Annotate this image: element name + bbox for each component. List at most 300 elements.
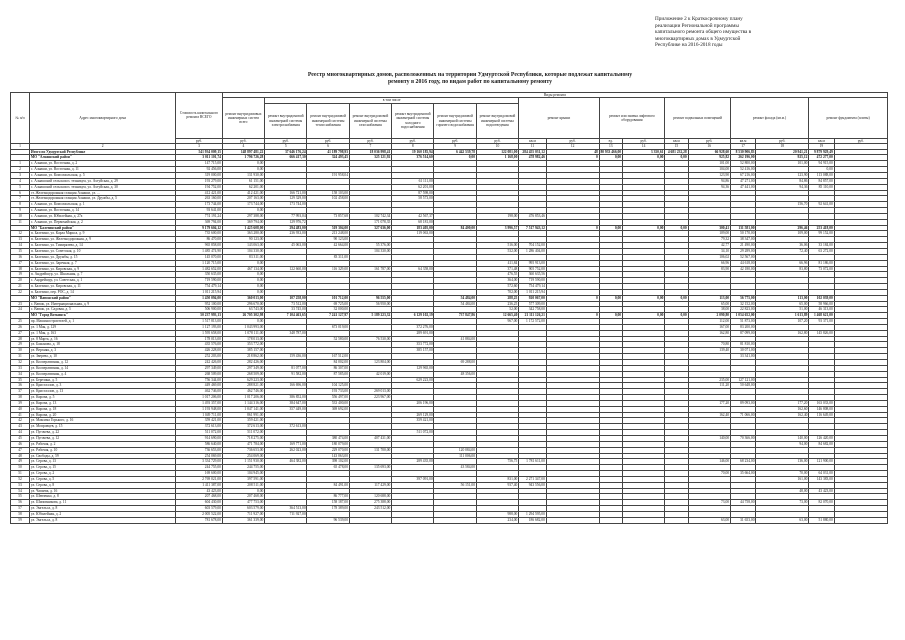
value-cell: 234,00 <box>476 517 518 523</box>
value-cell: 925,12 <box>756 155 809 161</box>
value-cell: 32 000,00 <box>307 307 349 313</box>
value-cell: 9 879 929,49 <box>809 149 834 155</box>
row-address: ул. Пугачева, д. 22 <box>30 430 176 436</box>
value-cell: 2 090,80 <box>688 313 730 319</box>
value-cell: 1 294 595,00 <box>519 511 547 517</box>
value-cell: 411,84 <box>476 260 518 266</box>
value-cell: 131 581,00 <box>730 225 755 231</box>
value-cell: 297 388,00 <box>222 213 264 219</box>
value-cell: 140,00 <box>756 435 809 441</box>
value-cell: 282 426,00 <box>222 360 264 366</box>
value-cell: 93 371,00 <box>809 319 834 325</box>
col-number: 18 <box>756 144 809 149</box>
value-cell: 85 110,00 <box>809 184 834 190</box>
header-gas: ремонт внутридомовой инженерной системы газоснабжения <box>349 103 391 138</box>
value-cell: 84 400,00 <box>434 225 476 231</box>
value-cell: 1 168,00 <box>476 155 518 161</box>
row-number: 12 <box>11 231 30 237</box>
value-cell: 33 184,00 <box>809 243 834 249</box>
value-cell: 135 693,00 <box>349 465 391 471</box>
value-cell: 364,00 <box>476 278 518 284</box>
value-cell <box>349 517 391 523</box>
value-cell: 385 157,00 <box>222 348 264 354</box>
value-cell: 1 144 316,00 <box>222 400 264 406</box>
value-cell: 38 347,00 <box>730 237 755 243</box>
value-cell: 56 775,00 <box>730 295 755 301</box>
value-cell: 369 794,00 <box>176 219 223 225</box>
appendix-line: Республике на 2016-2018 годы <box>655 42 723 49</box>
value-cell: 44 618,00 <box>730 260 755 266</box>
value-cell: 21 490,00 <box>730 243 755 249</box>
value-cell: 269 013,00 <box>349 389 391 395</box>
row-address: п. Балезино, ул. Тимирязева, д. 14 <box>30 243 176 249</box>
value-cell: 1 151 930,00 <box>222 459 264 465</box>
value-cell: 101,00 <box>756 161 809 167</box>
row-number: 59 <box>11 517 30 523</box>
value-cell: 12 665,40 <box>476 313 518 319</box>
row-number: 41 <box>11 412 30 418</box>
value-cell: 369 794,00 <box>222 219 264 225</box>
value-cell: 161 787,00 <box>349 266 391 272</box>
value-cell: 64 358,00 <box>392 266 434 272</box>
row-address: ул. Шиповникова, д. 11 <box>30 500 176 506</box>
value-cell: 56 950,00 <box>349 301 391 307</box>
value-cell: 952 100,00 <box>176 301 223 307</box>
row-address: ул. Максима Горького, д. 16 <box>30 418 176 424</box>
appendix-line: Приложение 2 к Краткосрочному плану <box>655 16 743 22</box>
value-cell: 33 341,00 <box>730 354 755 360</box>
value-cell: 46 313,00 <box>809 307 834 313</box>
value-cell: 73,00 <box>756 500 809 506</box>
value-cell: 254 069,00 <box>176 453 223 459</box>
value-cell: 478 982,46 <box>519 155 547 161</box>
row-number: 24 <box>11 307 30 313</box>
value-cell: 104 945,00 <box>222 471 264 477</box>
value-cell: 127 121,00 <box>730 377 755 383</box>
value-cell: 21 111 126,21 <box>519 313 547 319</box>
value-cell: 52 580,00 <box>307 336 349 342</box>
row-number: 58 <box>11 511 30 517</box>
value-cell: 122 081,00 <box>476 149 518 155</box>
value-cell: 194 752,00 <box>176 184 223 190</box>
row-number: 8 <box>11 202 30 208</box>
value-cell: 104,00 <box>688 167 730 173</box>
row-number: 17 <box>11 260 30 266</box>
value-cell: 319 000,00 <box>176 173 223 179</box>
value-cell: 506 900,00 <box>176 307 223 313</box>
header-roof: ремонт крыши <box>519 98 599 138</box>
value-cell: 1 781 611,00 <box>519 459 547 465</box>
value-cell: 41 884,00 <box>434 336 476 342</box>
value-cell: 756,75 <box>476 459 518 465</box>
unit-cell: руб. <box>392 138 434 143</box>
value-cell: 296,46 <box>756 225 809 231</box>
col-number: 8 <box>392 144 434 149</box>
value-cell: 0,00 <box>599 295 622 301</box>
header-address: Адрес многоквартирного дома <box>30 93 176 144</box>
value-cell: 603 579,00 <box>222 506 264 512</box>
value-cell: 920 067,00 <box>519 295 547 301</box>
value-cell: 101 712,00 <box>307 295 349 301</box>
value-cell: 129 976,72 <box>265 219 307 225</box>
value-cell: 207 468,00 <box>222 494 264 500</box>
value-cell: 702,00 <box>476 289 518 295</box>
value-cell: 244 755,00 <box>176 465 223 471</box>
col-number: 14 <box>622 144 664 149</box>
col-number: 4 <box>222 144 264 149</box>
row-address: ул. Кооперативная, д. 12 <box>30 360 176 366</box>
value-cell: 120 688,00 <box>349 494 391 500</box>
value-cell: 511 072,00 <box>176 430 223 436</box>
value-cell: 268 509,00 <box>222 371 264 377</box>
row-address: с. Алнаши, ул. Комсомольская, д. 1 <box>30 202 176 208</box>
value-cell: 243 512,00 <box>349 506 391 512</box>
value-cell: 236 933,00 <box>265 231 307 237</box>
value-cell: 1 011 215,94 <box>519 289 547 295</box>
value-cell: 0,00 <box>599 225 622 231</box>
value-cell: 386 852,00 <box>265 395 307 401</box>
value-cell: 102 039,00 <box>809 295 834 301</box>
value-cell: 711 927,00 <box>265 511 307 517</box>
value-cell: 0,00 <box>622 295 664 301</box>
row-address: п. Балезино, ул. Советская, д. 10 <box>30 248 176 254</box>
col-number: 11 <box>519 144 547 149</box>
value-cell: 42 567,37 <box>392 213 434 219</box>
value-cell: 1 613,89 <box>756 313 809 319</box>
value-cell: 0,00 <box>665 313 688 319</box>
value-cell: 0,00 <box>665 225 688 231</box>
value-cell: 754 479,14 <box>176 284 223 290</box>
value-cell: 244 755,00 <box>222 465 264 471</box>
value-cell: 718 275,00 <box>222 435 264 441</box>
value-cell: 533 400,00 <box>307 400 349 406</box>
row-address: ул. Верхняя, д. 3 <box>30 348 176 354</box>
value-cell: 107,20 <box>756 319 809 325</box>
value-cell: 79,32 <box>688 237 730 243</box>
value-cell: 166 721,00 <box>265 190 307 196</box>
value-cell: 42,77 <box>688 243 730 249</box>
col-number: 19 <box>809 144 834 149</box>
row-number: 29 <box>11 342 30 348</box>
value-cell: 397 591,00 <box>222 476 264 482</box>
row-address: ул. Серова, д. 13 <box>30 459 176 465</box>
unit-cell: руб. <box>349 138 391 143</box>
value-cell: 76 530,00 <box>349 336 391 342</box>
value-cell: 0,00 <box>599 313 622 319</box>
value-cell: 48,00 <box>756 488 809 494</box>
row-address: ул. Юбилейная, д. 2 <box>30 511 176 517</box>
col-number: 15 <box>665 144 688 149</box>
value-cell: 477 753,00 <box>222 500 264 506</box>
row-number: 22 <box>11 289 30 295</box>
value-cell: 327 636,00 <box>349 225 391 231</box>
value-cell: 7 241 127,97 <box>307 313 349 319</box>
row-address: с. Алнашский сельскохоз. техникум, ул. Ахтуйская, д. 29 <box>30 178 176 184</box>
unit-cell: руб. <box>222 138 264 143</box>
header-in-that-number: в том числе <box>265 98 519 103</box>
value-cell: 1 411 387,00 <box>176 482 223 488</box>
value-cell: 577 309,00 <box>519 301 547 307</box>
row-number: 9 <box>11 208 30 214</box>
value-cell: 31 653,00 <box>730 517 755 523</box>
value-cell: 629 223,00 <box>392 377 434 383</box>
header-num: № п/п <box>11 93 30 144</box>
row-address: с. Алнаши, ул. Восточная, д. 14 <box>30 208 176 214</box>
value-cell: 129 965,00 <box>392 365 434 371</box>
value-cell: 462 746,00 <box>222 389 264 395</box>
value-cell: 380 474,00 <box>307 435 349 441</box>
value-cell: 77 993,04 <box>265 213 307 219</box>
value-cell: 398 102,00 <box>307 459 349 465</box>
value-cell: 360 635,56 <box>519 272 547 278</box>
row-number: 21 <box>11 284 30 290</box>
appendix-line: капитального ремонта общего имущества в <box>655 29 752 36</box>
value-cell: 117 429,00 <box>349 482 391 488</box>
unit-cell: ед. <box>599 138 622 143</box>
value-cell: 54 484,00 <box>434 295 476 301</box>
value-cell: 289 435,00 <box>392 459 434 465</box>
value-cell: 0,00 <box>222 167 264 173</box>
value-cell: 350 635,00 <box>176 272 223 278</box>
row-number: 10 <box>11 213 30 219</box>
row-address: с. Вавож, ул. Интернациональная, д. 9 <box>30 301 176 307</box>
row-number: 28 <box>11 336 30 342</box>
value-cell: 70,00 <box>688 471 730 477</box>
value-cell: 325 121,92 <box>349 155 391 161</box>
value-cell: 519 304,00 <box>307 225 349 231</box>
value-cell: 35 664,00 <box>730 471 755 477</box>
value-cell: 136,00 <box>756 459 809 465</box>
value-cell: 29 289,00 <box>730 248 755 254</box>
row-number: 5 <box>11 184 30 190</box>
value-cell: 1 595 658,00 <box>176 330 223 336</box>
value-cell: 342 758,00 <box>519 307 547 313</box>
value-cell: 666 417,30 <box>265 155 307 161</box>
value-cell: 178 013,00 <box>176 336 223 342</box>
appendix-note <box>655 16 875 49</box>
value-cell <box>599 517 622 523</box>
row-number: 32 <box>11 360 30 366</box>
row-number: 45 <box>11 435 30 441</box>
header-elevator: ремонт или замена лифтового оборудования <box>599 98 665 138</box>
value-cell: 1 127 193,00 <box>176 324 223 330</box>
header-electro: ремонт внутридомовой инженерной системы электроснабжения <box>265 103 307 138</box>
value-cell: 556 497,00 <box>307 395 349 401</box>
value-cell: 300,41 <box>688 225 730 231</box>
unit-cell: руб. <box>834 138 887 143</box>
row-address: ул. 8 Марта, д. 16 <box>30 336 176 342</box>
value-cell: 52 567,00 <box>730 254 755 260</box>
value-cell: 269 129,00 <box>392 412 434 418</box>
value-cell: 104 125,00 <box>307 383 349 389</box>
row-address: ул. Чапаева, д. 16 <box>30 488 176 494</box>
value-cell: 44 758,00 <box>730 500 755 506</box>
row-number: 52 <box>11 476 30 482</box>
value-cell: 1 482 652,00 <box>176 266 223 272</box>
header-engineering: ремонт внутридомовых инженерных систем всего <box>222 98 264 138</box>
row-number: 11 <box>11 219 30 225</box>
row-number: 15 <box>11 248 30 254</box>
value-cell: 471 784,00 <box>222 441 264 447</box>
value-cell: 51 873,00 <box>730 319 755 325</box>
document-title <box>140 72 800 86</box>
value-cell: 0,00 <box>622 225 664 231</box>
value-cell: 162,40 <box>756 412 809 418</box>
value-cell: 0,00 <box>665 155 688 161</box>
row-number: 18 <box>11 266 30 272</box>
value-cell: 65 478,00 <box>307 465 349 471</box>
header-facade: ремонт фасада (кв.м.) <box>730 98 808 138</box>
value-cell: 223 967,00 <box>349 395 391 401</box>
value-cell: 532,00 <box>476 248 518 254</box>
value-cell: 7 104 463,65 <box>265 313 307 319</box>
col-number: 7 <box>349 144 391 149</box>
value-cell: 262 196,00 <box>730 155 755 161</box>
row-number: 20 <box>11 278 30 284</box>
header-heat: ремонт внутридомовой инженерной системы теплоснабжения <box>307 103 349 138</box>
value-cell: 65,00 <box>756 301 809 307</box>
value-cell: 449 469,00 <box>176 383 223 389</box>
value-cell: 65,00 <box>688 301 730 307</box>
unit-cell: руб. <box>756 138 809 143</box>
row-address: ул. Энгельса, д. 8 <box>30 506 176 512</box>
value-cell: 348 787,00 <box>265 330 307 336</box>
value-cell: 69 288,00 <box>434 360 476 366</box>
value-cell: 193 733,00 <box>307 389 349 395</box>
value-cell: 43 423,00 <box>809 488 834 494</box>
value-cell: 472 277,00 <box>809 155 834 161</box>
value-cell: 541 934 009,15 <box>176 149 223 155</box>
value-cell: 289 691,00 <box>392 330 434 336</box>
value-cell: 102 742,34 <box>349 213 391 219</box>
value-cell: 161,00 <box>756 476 809 482</box>
value-cell: 48 356,00 <box>434 371 476 377</box>
value-cell: 116 329,00 <box>307 266 349 272</box>
value-cell: 207 468,00 <box>176 494 223 500</box>
value-cell: 905 752,00 <box>519 266 547 272</box>
value-cell: 353 772,00 <box>222 342 264 348</box>
value-cell: 43 584,00 <box>434 465 476 471</box>
value-cell: 104 330,00 <box>349 248 391 254</box>
row-address: ул. Серова, д. 15 <box>30 465 176 471</box>
value-cell: 129 329,00 <box>265 196 307 202</box>
value-cell: 43 423,00 <box>176 488 223 494</box>
value-cell: 297 349,00 <box>222 365 264 371</box>
value-cell: 943 556,00 <box>519 482 547 488</box>
value-cell: 42 664,00 <box>307 243 349 249</box>
value-cell: 191 958,04 <box>307 173 349 179</box>
unit-cell: руб. <box>307 138 349 143</box>
value-cell: 63,00 <box>756 517 809 523</box>
value-cell: 82 070,00 <box>809 500 834 506</box>
value-cell: 462 746,00 <box>176 389 223 395</box>
value-cell: 99 152,00 <box>809 231 834 237</box>
value-cell: 254 069,00 <box>222 453 264 459</box>
value-cell: 476 853,46 <box>519 213 547 219</box>
unit-cell: кв.м <box>665 138 688 143</box>
value-cell: 831,00 <box>476 476 518 482</box>
value-cell: 861 991,00 <box>222 412 264 418</box>
col-number: 2 <box>30 144 176 149</box>
value-cell: 58 966,00 <box>809 301 834 307</box>
row-address: МО "Город Воткинск" <box>30 313 176 319</box>
row-number: 33 <box>11 365 30 371</box>
value-cell: 162,40 <box>688 412 730 418</box>
value-cell: 143 063,00 <box>222 243 264 249</box>
value-cell: 19 160 185,94 <box>392 149 434 155</box>
header-cold-water: ремонт внутридомовой инженерной системы холодного водоснабжения <box>392 103 434 138</box>
value-cell: 193 279,00 <box>176 178 223 184</box>
value-cell: 47 441,00 <box>730 184 755 190</box>
value-cell: 629 223,00 <box>222 377 264 383</box>
value-cell: 3 011 101,74 <box>176 155 223 161</box>
value-cell: 0,00 <box>222 272 264 278</box>
value-cell <box>265 517 307 523</box>
value-cell: 235,00 <box>688 377 730 383</box>
value-cell: 353 772,00 <box>392 342 434 348</box>
row-address: Итого по Удмуртской Республике <box>30 149 176 155</box>
value-cell: 262 023,00 <box>265 447 307 453</box>
value-cell: 51 880,00 <box>809 517 834 523</box>
value-cell: 18 036 998,41 <box>349 149 391 155</box>
value-cell: 198,00 <box>476 213 518 219</box>
row-number: 23 <box>11 301 30 307</box>
value-cell: 81 810,00 <box>730 342 755 348</box>
value-cell: 178 389,00 <box>307 506 349 512</box>
row-number: 26 <box>11 324 30 330</box>
value-cell: 147 715,00 <box>176 161 223 167</box>
value-cell: 173 744,00 <box>265 202 307 208</box>
value-cell: 0,00 <box>222 488 264 494</box>
value-cell: 87 585,00 <box>307 371 349 377</box>
row-number: 25 <box>11 319 30 325</box>
col-number: 6 <box>307 144 349 149</box>
value-cell <box>434 517 476 523</box>
row-address: ул. Кооперативная, д. 4 <box>30 371 176 377</box>
value-cell: 0 <box>546 225 599 231</box>
row-address: с. Алнаши, ул. Комсомольская, д. 5 <box>30 173 176 179</box>
row-number: 55 <box>11 494 30 500</box>
row-number: 46 <box>11 441 30 447</box>
value-cell: 104 330,00 <box>222 248 264 254</box>
value-cell: 3 350,61 <box>622 149 664 155</box>
value-cell: 83 311,00 <box>307 254 349 260</box>
row-number: 16 <box>11 254 30 260</box>
value-cell: 73,00 <box>688 500 730 506</box>
value-cell: 163 033,00 <box>809 400 834 406</box>
value-cell: 61 151,00 <box>222 178 264 184</box>
value-cell: 37 646 176,24 <box>265 149 307 155</box>
value-cell: 32 152,00 <box>730 301 755 307</box>
row-address: с. Алнаши, ул. Восточная, д. 2 <box>30 161 176 167</box>
value-cell: 284 455 031,12 <box>519 149 547 155</box>
value-cell: 83,90 <box>688 266 730 272</box>
value-cell: 1 049 711,00 <box>176 412 223 418</box>
value-cell: 94,36 <box>756 184 809 190</box>
value-cell: 171 078,35 <box>349 219 391 225</box>
unit-cell: руб. <box>176 138 223 143</box>
row-address: пр. Машиностроителей, д. 1 <box>30 319 176 325</box>
value-cell: 1 017 206,00 <box>176 395 223 401</box>
value-cell: 218 862,00 <box>222 354 264 360</box>
value-cell: 372 613,00 <box>176 424 223 430</box>
value-cell: 156,70 <box>756 202 809 208</box>
value-cell: 48 <box>546 149 599 155</box>
value-cell: 1 054 652,00 <box>730 313 755 319</box>
value-cell: 0,00 <box>222 278 264 284</box>
value-cell: 207 163,00 <box>222 196 264 202</box>
value-cell: 96 555,00 <box>349 295 391 301</box>
